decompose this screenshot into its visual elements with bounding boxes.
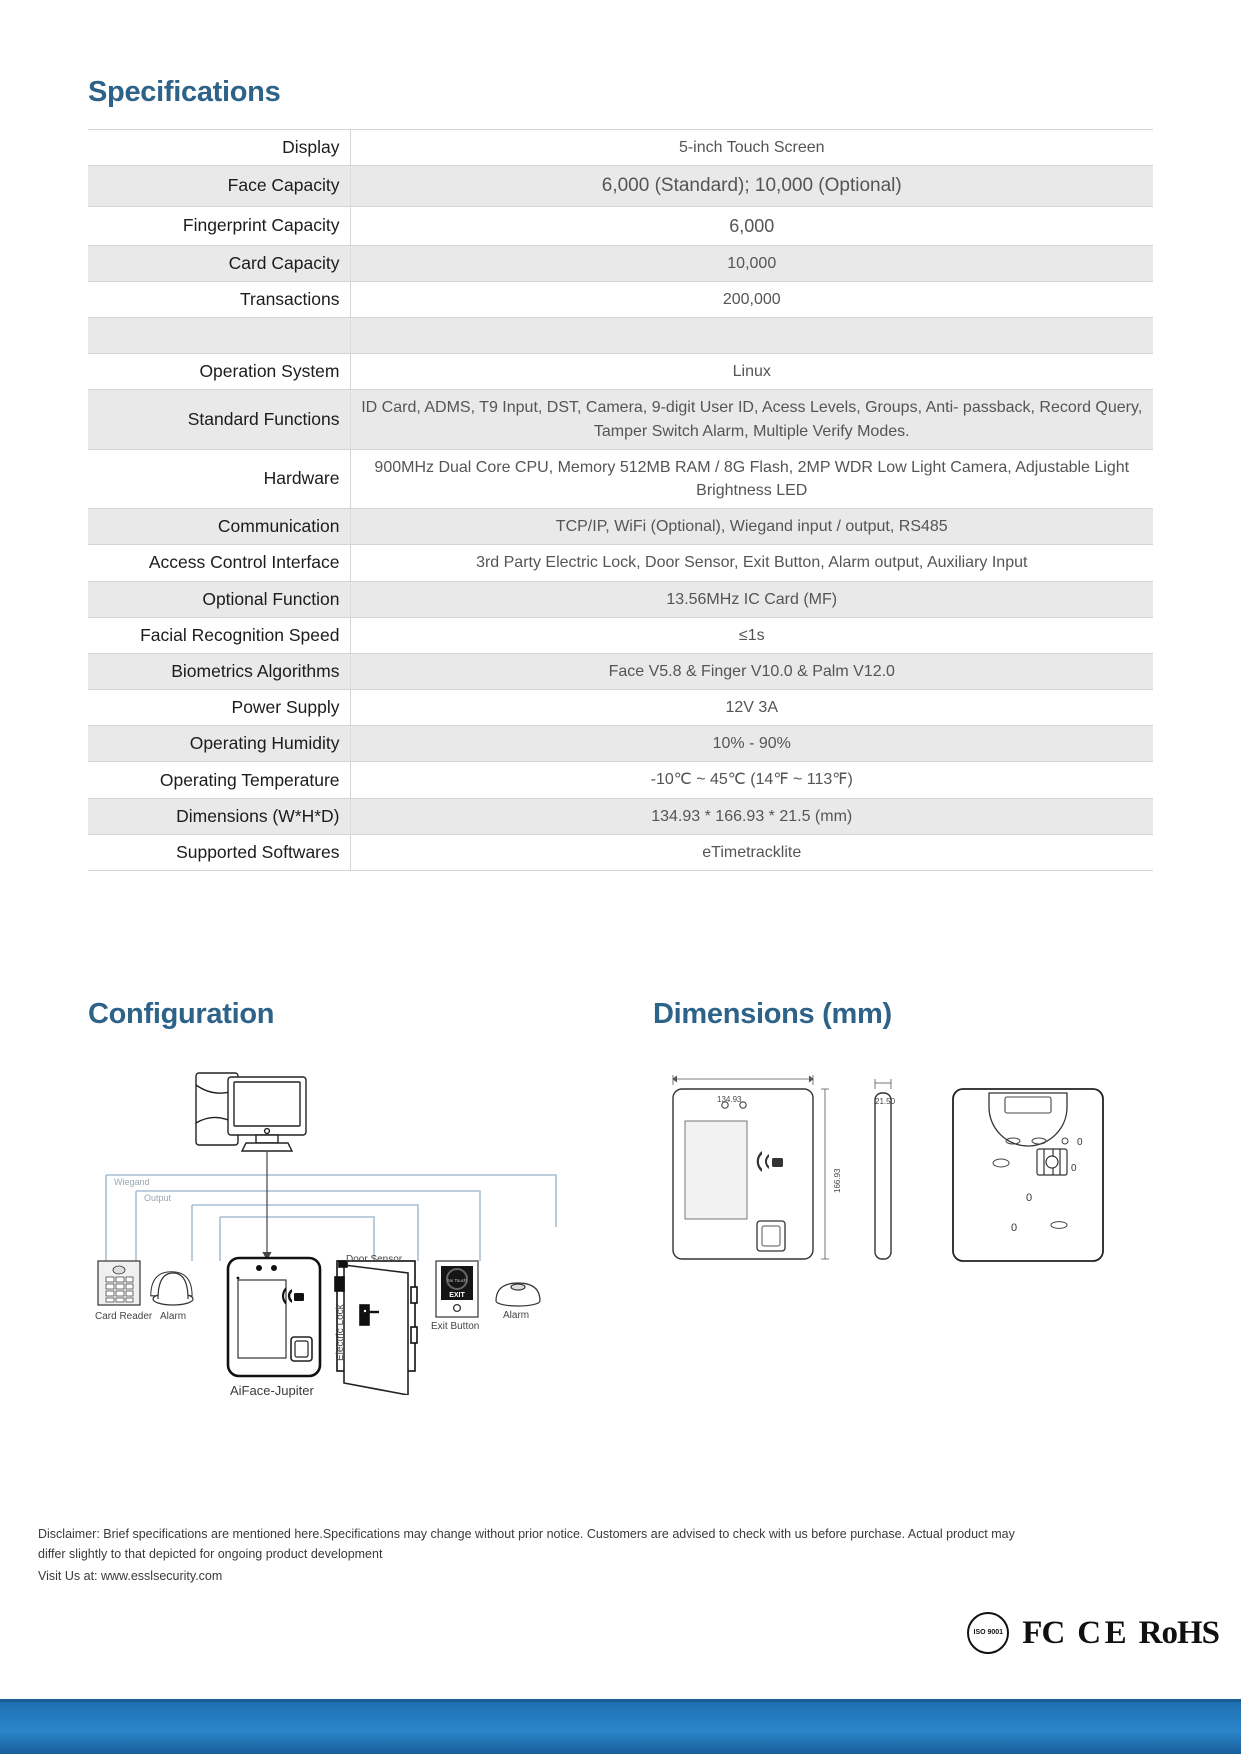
configuration-title: Configuration — [88, 998, 275, 1030]
spec-key: Access Control Interface — [88, 545, 350, 581]
table-row — [88, 318, 1153, 354]
table-row — [88, 545, 1153, 581]
table-row — [88, 245, 1153, 281]
footer-bar — [0, 1702, 1241, 1754]
spec-key: Operating Humidity — [88, 726, 350, 762]
spec-value: 12V 3A — [725, 699, 778, 717]
table-row — [88, 130, 1153, 166]
label-door-sensor: Door Sensor — [346, 1254, 403, 1265]
svg-text:EXIT: EXIT — [449, 1292, 465, 1299]
table-row — [88, 206, 1153, 245]
spec-value: 13.56MHz IC Card (MF) — [666, 590, 838, 608]
spec-key: Biometrics Algorithms — [88, 653, 350, 689]
table-row — [88, 354, 1153, 390]
label-width: 134.93 — [717, 1095, 742, 1104]
dimensions-section — [653, 998, 1153, 1305]
label-aiface-jupiter: AiFace-Jupiter — [230, 1383, 314, 1398]
side-view — [875, 1079, 891, 1259]
configuration-diagram — [88, 1065, 588, 1398]
spec-value: 200,000 — [722, 291, 781, 309]
fcc-logo: FC — [1022, 1614, 1065, 1651]
certification-logos — [967, 1612, 1219, 1654]
table-row — [88, 726, 1153, 762]
table-row — [88, 449, 1153, 508]
spec-key: Supported Softwares — [88, 834, 350, 870]
spec-value: 6,000 (Standard); 10,000 (Optional) — [601, 175, 902, 197]
alarm-left-icon — [151, 1272, 193, 1305]
svg-text:No Touch: No Touch — [447, 1278, 467, 1283]
door-icon — [335, 1261, 417, 1395]
spec-value: -10℃ ~ 45℃ (14℉ ~ 113℉) — [650, 771, 853, 789]
spec-value: Face V5.8 & Finger V10.0 & Palm V12.0 — [608, 662, 895, 680]
spec-key: Facial Recognition Speed — [88, 617, 350, 653]
label-height: 166.93 — [833, 1168, 842, 1193]
front-view — [673, 1075, 829, 1259]
spec-value: 900MHz Dual Core CPU, Memory 512MB RAM / 8G Flash, 2MP WDR Low Light Camera, Adjustable Light Brightness LED — [374, 458, 1130, 499]
table-row — [88, 509, 1153, 545]
spec-value: eTimetracklite — [702, 843, 802, 861]
computer-icon — [196, 1073, 306, 1151]
spec-key: Operation System — [88, 354, 350, 390]
svg-text:0: 0 — [1077, 1137, 1083, 1148]
spec-value: Linux — [732, 363, 771, 381]
aiface-device-icon — [228, 1258, 320, 1376]
label-electric-lock: Electric Lock — [335, 1304, 346, 1361]
table-row — [88, 581, 1153, 617]
label-depth: 21.50 — [875, 1097, 896, 1106]
label-exit-button: Exit Button — [431, 1321, 480, 1332]
svg-text:0: 0 — [1011, 1222, 1018, 1234]
iso-badge: ISO 9001 — [967, 1612, 1009, 1654]
card-reader-icon — [98, 1261, 140, 1305]
table-row — [88, 653, 1153, 689]
svg-text:0: 0 — [1071, 1163, 1077, 1174]
label-alarm-left: Alarm — [160, 1311, 187, 1322]
dimensions-title: Dimensions (mm) — [653, 998, 892, 1030]
spec-key: Display — [88, 130, 350, 166]
specifications-title: Specifications — [88, 76, 281, 108]
table-row — [88, 166, 1153, 207]
table-row — [88, 617, 1153, 653]
table-row — [88, 690, 1153, 726]
disclaimer-line-1: Disclaimer: Brief specifications are mentioned here.Specifications may change without prior notice. Customers are advised to check with us before purchase. Actual product may — [38, 1527, 1015, 1541]
svg-text:0: 0 — [1026, 1192, 1033, 1204]
spec-key: Standard Functions — [88, 390, 350, 449]
spec-key: Card Capacity — [88, 245, 350, 281]
spec-key: Dimensions (W*H*D) — [88, 798, 350, 834]
disclaimer-line-2: differ slightly to that depicted for ongoing product development — [38, 1547, 383, 1562]
ce-logo: C E — [1077, 1614, 1126, 1651]
exit-button-icon — [436, 1261, 478, 1317]
spec-key: Operating Temperature — [88, 762, 350, 798]
spec-value: TCP/IP, WiFi (Optional), Wiegand input / output, RS485 — [555, 518, 948, 536]
spec-key: Hardware — [88, 449, 350, 508]
label-output: Output — [144, 1193, 172, 1203]
label-card-reader: Card Reader — [95, 1311, 153, 1322]
alarm-right-icon — [496, 1283, 540, 1306]
spec-value: 10% - 90% — [712, 735, 791, 753]
label-alarm-right: Alarm — [503, 1310, 530, 1321]
spec-value: 6,000 — [729, 215, 775, 236]
spec-value: ID Card, ADMS, T9 Input, DST, Camera, 9-digit User ID, Acess Levels, Groups, Anti- passback, Record Query, Tamper Switch Alarm, Multiple Verify Modes. — [361, 399, 1143, 440]
spec-key: Transactions — [88, 282, 350, 318]
spec-value: 134.93 * 166.93 * 21.5 (mm) — [651, 807, 853, 825]
table-row — [88, 390, 1153, 449]
spec-key: Power Supply — [88, 690, 350, 726]
specifications-section — [88, 76, 1153, 871]
specifications-table — [88, 129, 1153, 871]
spec-key: Face Capacity — [88, 166, 350, 207]
dimensions-diagram — [653, 1065, 1153, 1305]
table-row — [88, 798, 1153, 834]
table-row — [88, 762, 1153, 798]
spec-value: 3rd Party Electric Lock, Door Sensor, Exit Button, Alarm output, Auxiliary Input — [476, 554, 1028, 572]
spec-key: Fingerprint Capacity — [88, 206, 350, 245]
spec-key: Communication — [88, 509, 350, 545]
label-wiegand: Wiegand — [114, 1177, 150, 1187]
spec-value: 10,000 — [727, 254, 777, 272]
table-row — [88, 834, 1153, 870]
rohs-logo: RoHS — [1138, 1614, 1219, 1651]
spec-key: Optional Function — [88, 581, 350, 617]
footer — [38, 1524, 1208, 1583]
spec-key — [88, 318, 350, 354]
configuration-section — [88, 998, 608, 1398]
spec-value: ≤1s — [738, 626, 765, 644]
back-view — [953, 1089, 1103, 1261]
table-row — [88, 282, 1153, 318]
spec-value: 5-inch Touch Screen — [678, 139, 825, 156]
visit-url: Visit Us at: www.esslsecurity.com — [38, 1568, 223, 1583]
spec-value — [350, 318, 1153, 354]
